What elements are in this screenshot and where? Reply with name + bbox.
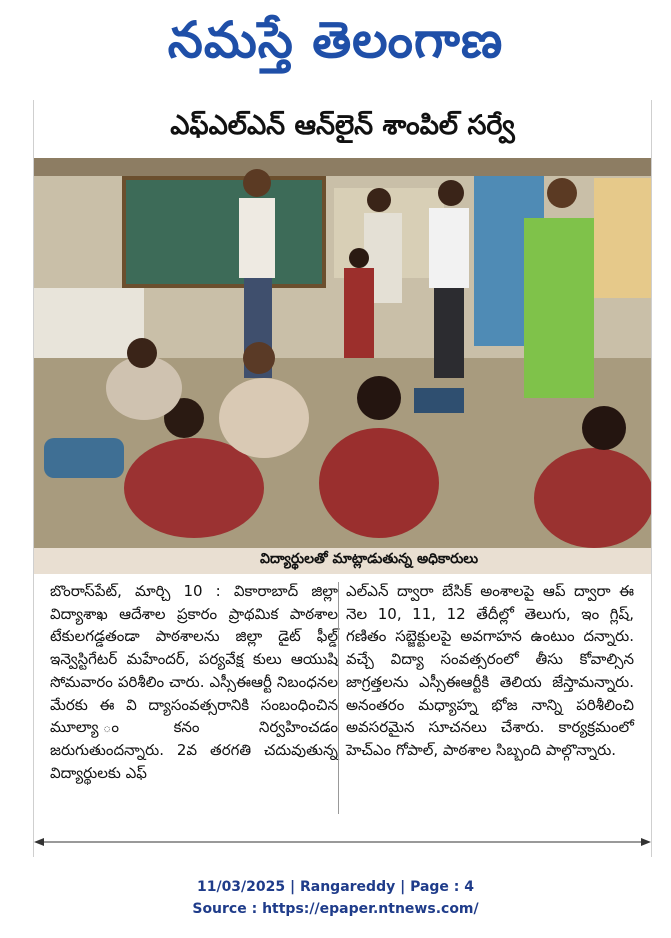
article-photo bbox=[34, 158, 651, 548]
caption-bar bbox=[34, 548, 651, 574]
article-column-right bbox=[346, 580, 634, 762]
column-divider bbox=[338, 582, 339, 814]
photo-caption: విద్యార్థులతో మాట్లాడుతున్న అధికారులు bbox=[260, 551, 479, 567]
article-body-left: బొంరాస్‌పేట్, మార్చి 10 : వికారాబాద్ జిల్లా విద్యాశాఖ ఆదేశాల ప్రకారం ప్రాథమిక పాఠశాల టేకులగడ్డతండా పాఠశాలను జిల్లా డైట్ ఫీల్డ్ ఇన్వెస్టిగేటర్ మహేందర్, పర్యవేక్ష కులు ఆయుషి సోమవారం పరిశీలిం చారు. ఎస్సీఈఆర్టీ నిబంధనల మేరకు ఈ వి ద్యాసంవత్సరానికి సంబంధించిన మూల్యా ంకనం నిర్వహించడం జరుగుతుందన్నారు. 2వ తరగతి చదువుతున్న విద్యార్థులకు ఎఫ్ bbox=[50, 582, 338, 782]
clip-bottom-arrow-rule bbox=[34, 836, 651, 848]
article-column-left bbox=[50, 580, 338, 784]
footer bbox=[0, 876, 671, 920]
footer-date-edition: 11/03/2025 | Rangareddy | Page : 4 bbox=[196, 879, 475, 895]
newspaper-logo: నమస్తే తెలంగాణ bbox=[167, 10, 504, 69]
article-headline: ఎఫ్ఎల్ఎన్ ఆన్‌లైన్ శాంపిల్ సర్వే bbox=[170, 110, 515, 141]
classroom-photo-illustration bbox=[34, 158, 651, 548]
masthead bbox=[0, 0, 671, 92]
article-body-right: ఎల్ఎన్ ద్వారా బేసిక్ అంశాలపై ఆప్ ద్వారా ఈ నెల 10, 11, 12 తేదీల్లో తెలుగు, ఇం గ్లిష్, గణితం సబ్జెక్టులపై అవగాహన ఉంటుం దన్నారు. వచ్చే విద్యా సంవత్సరంలో తీసు కోవాల్సిన జాగ్రత్తలను ఎస్సీఈఆర్టీకి తెలియ జేస్తామన్నారు. అనంతరం మధ్యాహ్న భోజ నాన్ని పరిశీలించి అవసరమైన సూచనలు చేశారు. కార్యక్రమంలో హెచ్ఎం గోపాల్, పాఠశాల సిబ్బంది పాల్గొన్నారు. bbox=[346, 582, 634, 759]
article-clipping bbox=[33, 100, 652, 857]
footer-source: Source : https://epaper.ntnews.com/ bbox=[192, 901, 479, 917]
